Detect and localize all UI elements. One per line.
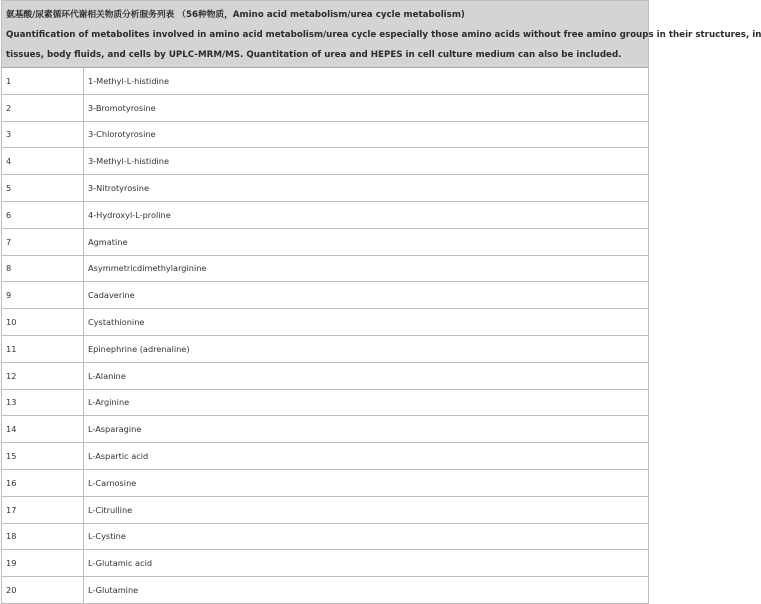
metabolite-name: 4-Hydroxyl-L-proline [88, 209, 171, 220]
table-row [2, 470, 648, 497]
row-number: 9 [2, 282, 84, 308]
table-title: 氨基酸/尿素循环代谢相关物质分析服务列表 （56种物质，Amino acid metabolism/urea cycle metabolism) [6, 10, 465, 20]
row-number: 19 [2, 550, 84, 576]
row-number: 20 [2, 577, 84, 603]
row-number: 7 [2, 229, 84, 255]
table-row [2, 497, 648, 524]
row-number: 5 [2, 175, 84, 201]
metabolite-name: Cadaverine [88, 290, 135, 301]
metabolite-name: Asymmetricdimethylarginine [88, 263, 207, 274]
row-number: 8 [2, 256, 84, 282]
metabolite-name: Agmatine [88, 236, 128, 247]
table-description-line-1: Quantification of metabolites involved in amino acid metabolism/urea cycle especially those amino acids without free amino groups in their structures, in [6, 30, 761, 40]
metabolite-name: 3-Chlorotyrosine [88, 129, 156, 140]
table-row [2, 282, 648, 309]
row-number: 15 [2, 443, 84, 469]
row-number: 16 [2, 470, 84, 496]
metabolite-name: L-Arginine [88, 397, 130, 408]
row-number: 18 [2, 524, 84, 550]
metabolite-name: L-Glutamine [88, 585, 139, 596]
metabolite-name: L-Alanine [88, 370, 126, 381]
row-number: 4 [2, 148, 84, 174]
row-number: 2 [2, 95, 84, 121]
metabolite-name: Epinephrine (adrenaline) [88, 343, 190, 354]
table-row [2, 363, 648, 390]
table-row [2, 577, 648, 604]
table-row [2, 122, 648, 149]
metabolite-name: L-Carnosine [88, 477, 137, 488]
row-number: 13 [2, 390, 84, 416]
metabolite-name: 1-Methyl-L-histidine [88, 75, 170, 86]
table-row [2, 68, 648, 95]
table-row [2, 148, 648, 175]
table-row [2, 95, 648, 122]
table-row [2, 309, 648, 336]
metabolite-name: L-Citrulline [88, 504, 133, 515]
table-row [2, 256, 648, 283]
row-number: 3 [2, 122, 84, 148]
metabolite-name: L-Aspartic acid [88, 451, 149, 462]
table-row [2, 443, 648, 470]
metabolite-table [1, 0, 761, 604]
row-number: 1 [2, 68, 84, 94]
table-row [2, 416, 648, 443]
row-number: 6 [2, 202, 84, 228]
table-description-line-2: tissues, body fluids, and cells by UPLC-MRM/MS. Quantitation of urea and HEPES in cell culture medium can also be included. [6, 50, 622, 60]
metabolite-name: L-Glutamic acid [88, 558, 153, 569]
table-row [2, 229, 648, 256]
table-header [1, 1, 761, 68]
table-row [2, 550, 648, 577]
metabolite-name: L-Cystine [88, 531, 126, 542]
metabolite-name: 3-Methyl-L-histidine [88, 156, 170, 167]
row-number: 10 [2, 309, 84, 335]
table-row [2, 175, 648, 202]
row-number: 17 [2, 497, 84, 523]
table-row [2, 202, 648, 229]
table-row [2, 524, 648, 551]
table-body [1, 68, 649, 604]
metabolite-name: 3-Bromotyrosine [88, 102, 156, 113]
table-row [2, 390, 648, 417]
table-row [2, 336, 648, 363]
metabolite-name: Cystathionine [88, 317, 145, 328]
metabolite-name: L-Asparagine [88, 424, 142, 435]
row-number: 11 [2, 336, 84, 362]
metabolite-name: 3-Nitrotyrosine [88, 183, 149, 194]
row-number: 12 [2, 363, 84, 389]
row-number: 14 [2, 416, 84, 442]
